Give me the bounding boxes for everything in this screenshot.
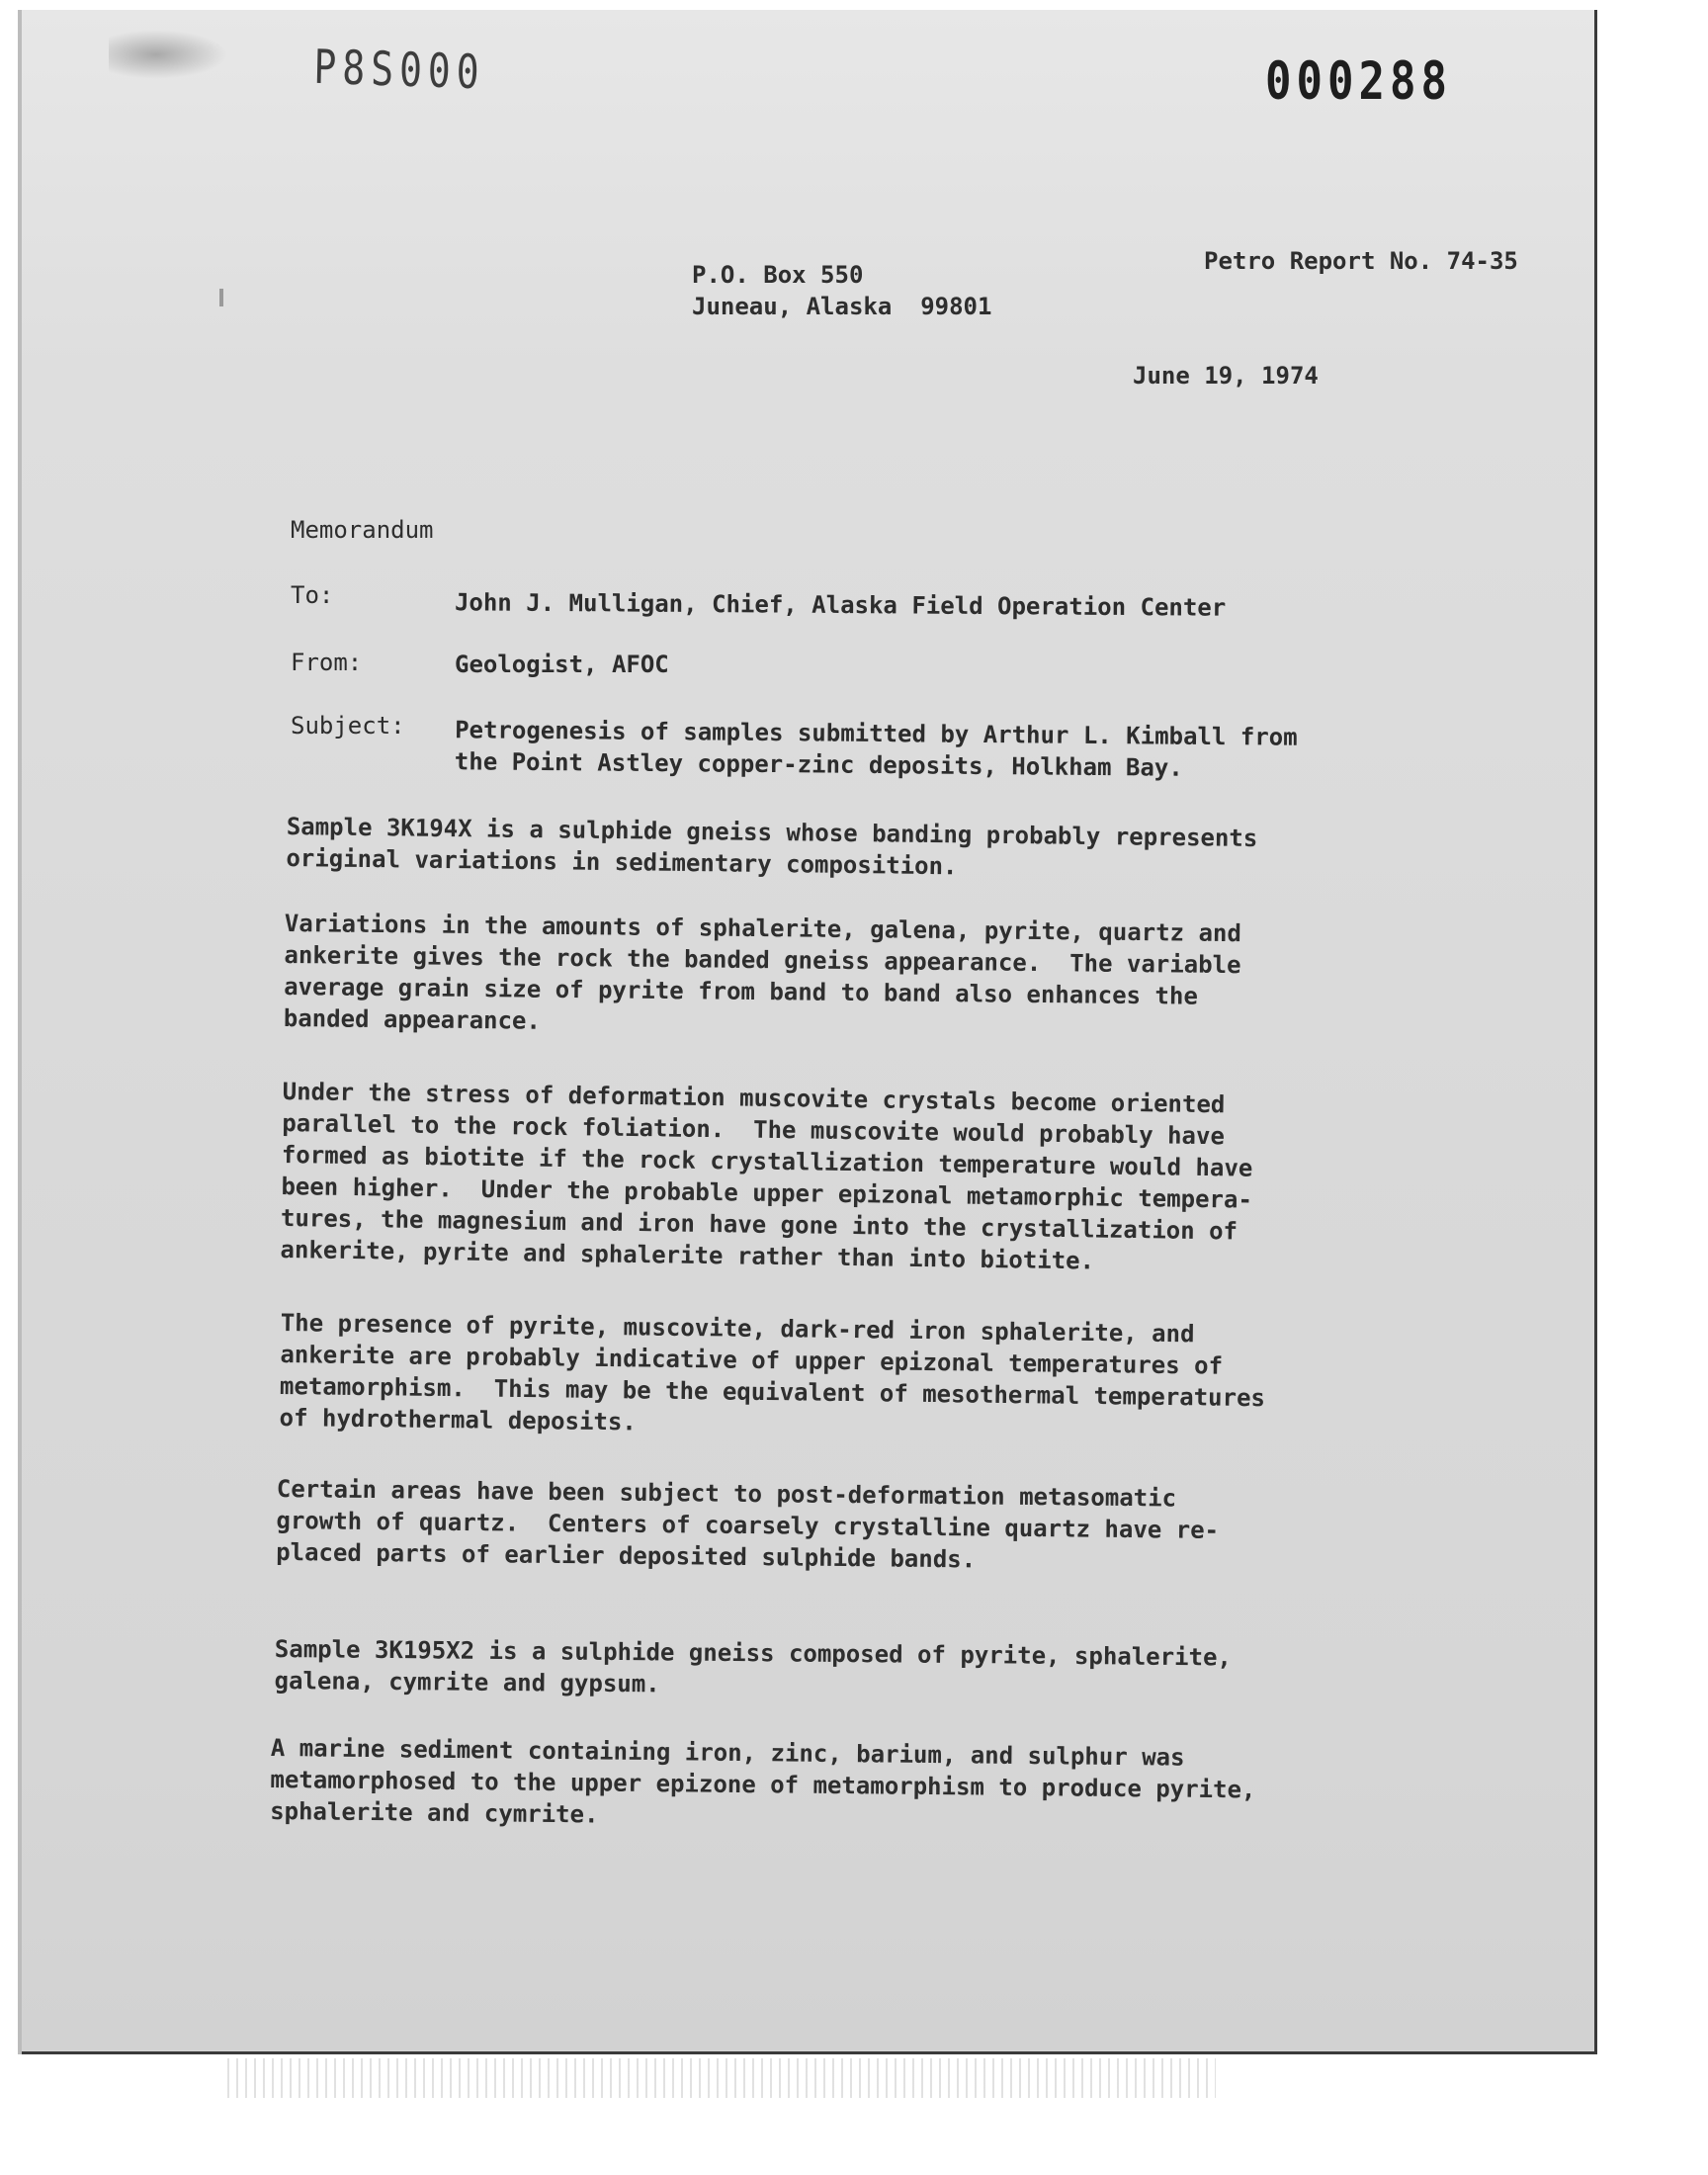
- letterhead-address: P.O. Box 550 Juneau, Alaska 99801: [692, 261, 992, 320]
- bates-stamp-top-right: 000288: [1265, 51, 1452, 113]
- paragraph-sample-3k194x: Sample 3K194X is a sulphide gneiss whose banding probably represents original variations in sedimentary composition.: [286, 812, 1258, 881]
- page-left-edge: [18, 10, 22, 2054]
- paragraph-variations: Variations in the amounts of sphalerite, galena, pyrite, quartz and ankerite gives the rock the banded gneiss appearance. The variable average grain size of pyrite from band to band also enhances the banded appearance.: [283, 909, 1242, 1035]
- report-number: Petro Report No. 74-35: [1204, 247, 1518, 275]
- scan-smudge: [109, 30, 227, 79]
- paragraph-sample-3k195x2: Sample 3K195X2 is a sulphide gneiss composed of pyrite, sphalerite, galena, cymrite and gypsum.: [274, 1634, 1233, 1698]
- memo-date: June 19, 1974: [1133, 362, 1319, 390]
- scan-mark: [219, 289, 223, 306]
- memo-heading: Memorandum: [291, 516, 434, 544]
- paragraph-marine-sediment: A marine sediment containing iron, zinc, barium, and sulphur was metamorphosed to the upper epizone of metamorphism to produce pyrite, sphalerite and cymrite.: [270, 1733, 1256, 1829]
- bates-stamp-top-left: P8S000: [312, 40, 486, 100]
- paragraph-presence: The presence of pyrite, muscovite, dark-red iron sphalerite, and ankerite are probably indicative of upper epizonal temperatures of metamorphism. This may be the equivalent of mesothermal temperatures of hydrothermal deposits.: [279, 1308, 1266, 1436]
- paragraph-metasomatic: Certain areas have been subject to post-deformation metasomatic growth of quartz. Centers of coarsely crystalline quartz have re- placed parts of earlier deposited sulphide bands.: [276, 1474, 1220, 1574]
- from-label: From:: [291, 649, 363, 676]
- scan-artifact-bottom: [227, 2058, 1216, 2098]
- subject-value: Petrogenesis of samples submitted by Arthur L. Kimball from the Point Astley copper-zinc deposits, Holkham Bay.: [454, 716, 1298, 782]
- to-value: John J. Mulligan, Chief, Alaska Field Operation Center: [454, 588, 1227, 622]
- to-label: To:: [291, 581, 334, 609]
- subject-label: Subject:: [291, 712, 405, 740]
- paragraph-deformation: Under the stress of deformation muscovite crystals become oriented parallel to the rock foliation. The muscovite would probably have formed as biotite if the rock crystallization temperature would have been higher. Under the probable upper epizonal metamorphic tempera- tures, the magnesium and iron have gone into the crystallization of ankerite, pyrite and sphalerite rather than into biotite.: [280, 1077, 1253, 1275]
- from-value: Geologist, AFOC: [455, 651, 669, 678]
